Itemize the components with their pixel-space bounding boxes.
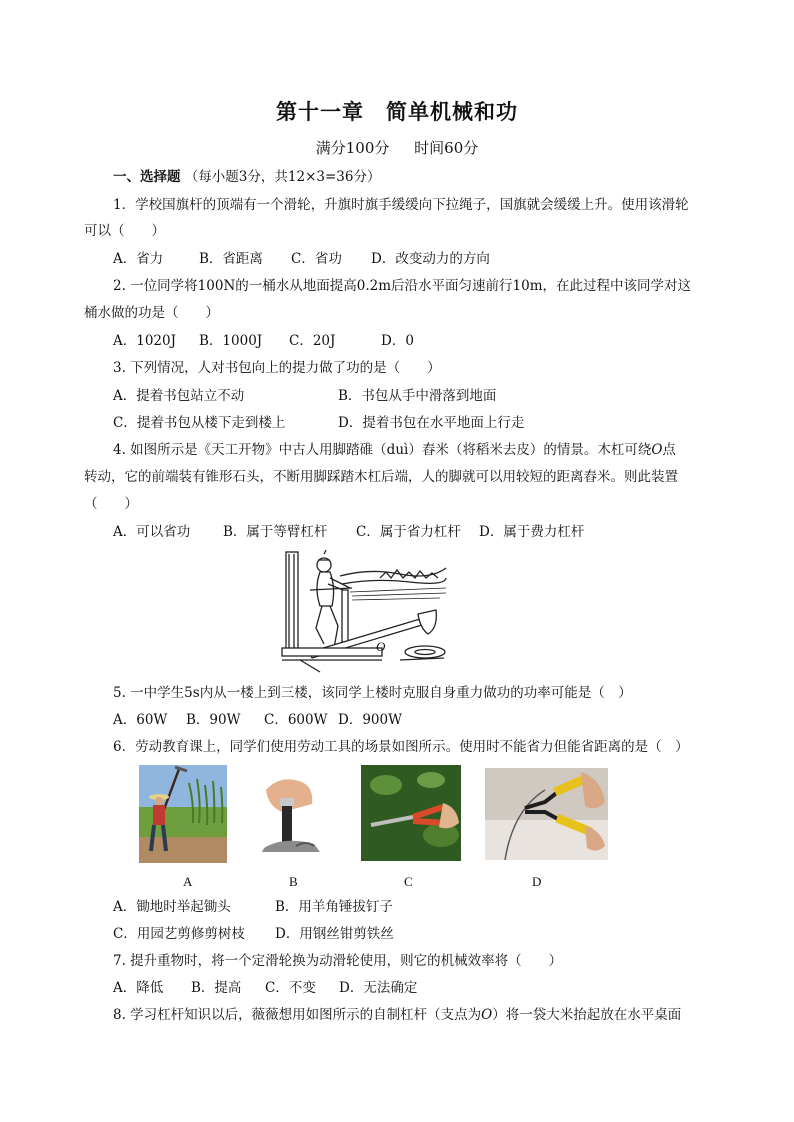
- photo-caption-b: B: [289, 874, 298, 889]
- section-title: 一、选择题: [113, 169, 181, 185]
- q6-options-row1: [113, 898, 393, 916]
- q2-option-c[interactable]: C．20J: [289, 333, 336, 349]
- pivot-label: O: [651, 442, 663, 458]
- q7-options: [113, 979, 417, 997]
- q5-option-d[interactable]: D．900W: [338, 712, 402, 728]
- q4-stem: [113, 441, 676, 459]
- q4-option-b[interactable]: B．属于等臂杠杆: [223, 524, 328, 540]
- q3-option-d[interactable]: D．提着书包在水平地面上行走: [338, 415, 525, 431]
- section-heading: [113, 168, 380, 186]
- q2-stem: 2. 一位同学将100N的一桶水从地面提高0.2m后沿水平面匀速前行10m，在此过程中该同学对这: [113, 278, 692, 294]
- q1-stem: 1．学校国旗杆的顶端有一个滑轮，升旗时旗手缓缓向下拉绳子，国旗就会缓缓上升。使用该滑轮: [113, 197, 689, 213]
- q4-stem-bracket: （ ）: [84, 496, 138, 512]
- pruning-shears-photo: [361, 765, 461, 861]
- q5-option-b[interactable]: B．90W: [186, 712, 241, 728]
- pivot-point-label: O: [376, 639, 386, 654]
- hoe-photo: [139, 765, 227, 863]
- time-limit: 时间60分: [414, 139, 479, 157]
- q1-stem-cont: 可以（ ）: [84, 223, 165, 239]
- q4-option-a[interactable]: A．可以省功: [113, 524, 191, 540]
- q1-option-a[interactable]: A．省力: [113, 251, 164, 267]
- q1-option-c[interactable]: C．省功: [291, 251, 342, 267]
- photo-caption-c: C: [404, 874, 413, 889]
- q6-stem: 6．劳动教育课上，同学们使用劳动工具的场景如图所示。使用时不能省力但能省距离的是（ ）: [113, 739, 689, 755]
- exam-info: [0, 137, 794, 158]
- q4-options: [113, 523, 584, 541]
- q4-stem-text: 4. 如图所示是《天工开物》中古人用脚踏碓（duì）舂米（将稻米去皮）的情景。木杠可绕: [113, 442, 652, 458]
- total-score: 满分100分: [315, 139, 390, 157]
- pestle-figure: [280, 548, 448, 674]
- q1-option-b[interactable]: B．省距离: [199, 251, 263, 267]
- q4-option-d[interactable]: D．属于费力杠杆: [479, 524, 585, 540]
- q6-option-b[interactable]: B．用羊角锤拔钉子: [275, 899, 393, 915]
- q2-option-d[interactable]: D．0: [381, 333, 414, 349]
- q2-options: [113, 332, 414, 350]
- q6-option-c[interactable]: C．用园艺剪修剪树枝: [113, 926, 245, 942]
- q8-stem-text-2: ）将一袋大米抬起放在水平桌面: [492, 1007, 682, 1023]
- q7-stem: 7. 提升重物时，将一个定滑轮换为动滑轮使用，则它的机械效率将（ ）: [113, 953, 563, 969]
- q5-option-a[interactable]: A．60W: [113, 712, 168, 728]
- q3-option-c[interactable]: C．提着书包从楼下走到楼上: [113, 415, 286, 431]
- q6-option-a[interactable]: A．锄地时举起锄头: [113, 899, 231, 915]
- photo-caption-a: A: [183, 874, 193, 889]
- q3-options-row2: [113, 414, 524, 432]
- section-note: （每小题3分，共12×3=36分）: [184, 169, 381, 185]
- q1-options: [113, 250, 490, 268]
- q3-options-row1: [113, 387, 496, 405]
- page-title: 第十一章 简单机械和功: [276, 99, 518, 124]
- q7-option-a[interactable]: A．降低: [113, 980, 164, 996]
- wire-pliers-photo: [485, 768, 608, 860]
- claw-hammer-photo: [256, 768, 322, 862]
- q7-option-c[interactable]: C．不变: [265, 980, 316, 996]
- q3-option-b[interactable]: B．书包从手中滑落到地面: [338, 388, 497, 404]
- q6-option-d[interactable]: D．用钢丝钳剪铁丝: [275, 926, 394, 942]
- q1-option-d[interactable]: D．改变动力的方向: [371, 251, 490, 267]
- q5-options: [113, 711, 402, 729]
- q4-stem-text-2: 点: [662, 442, 676, 458]
- q5-stem: 5. 一中学生5s内从一楼上到三楼，该同学上楼时克服自身重力做功的功率可能是（ ）: [113, 685, 632, 701]
- q8-stem-text: 8. 学习杠杆知识以后，薇薇想用如图所示的自制杠杆（支点为: [113, 1007, 482, 1023]
- q3-stem: 3. 下列情况，人对书包向上的提力做了功的是（ ）: [113, 360, 441, 376]
- photo-caption-d: D: [532, 874, 542, 889]
- q2-option-a[interactable]: A．1020J: [113, 333, 177, 349]
- q3-option-a[interactable]: A．提着书包站立不动: [113, 388, 245, 404]
- q8-pivot-label: O: [481, 1007, 493, 1023]
- q8-stem: [113, 1006, 681, 1024]
- q4-stem-cont: 转动，它的前端装有锥形石头，不断用脚踩踏木杠后端，人的脚就可以用较短的距离舂米。则此装置: [84, 469, 678, 485]
- q2-stem-cont: 桶水做的功是（ ）: [84, 305, 219, 321]
- q6-options-row2: [113, 925, 394, 943]
- q7-option-d[interactable]: D．无法确定: [339, 980, 418, 996]
- q4-option-c[interactable]: C．属于省力杠杆: [356, 524, 461, 540]
- q2-option-b[interactable]: B．1000J: [199, 333, 263, 349]
- q7-option-b[interactable]: B．提高: [191, 980, 242, 996]
- q5-option-c[interactable]: C．600W: [264, 712, 328, 728]
